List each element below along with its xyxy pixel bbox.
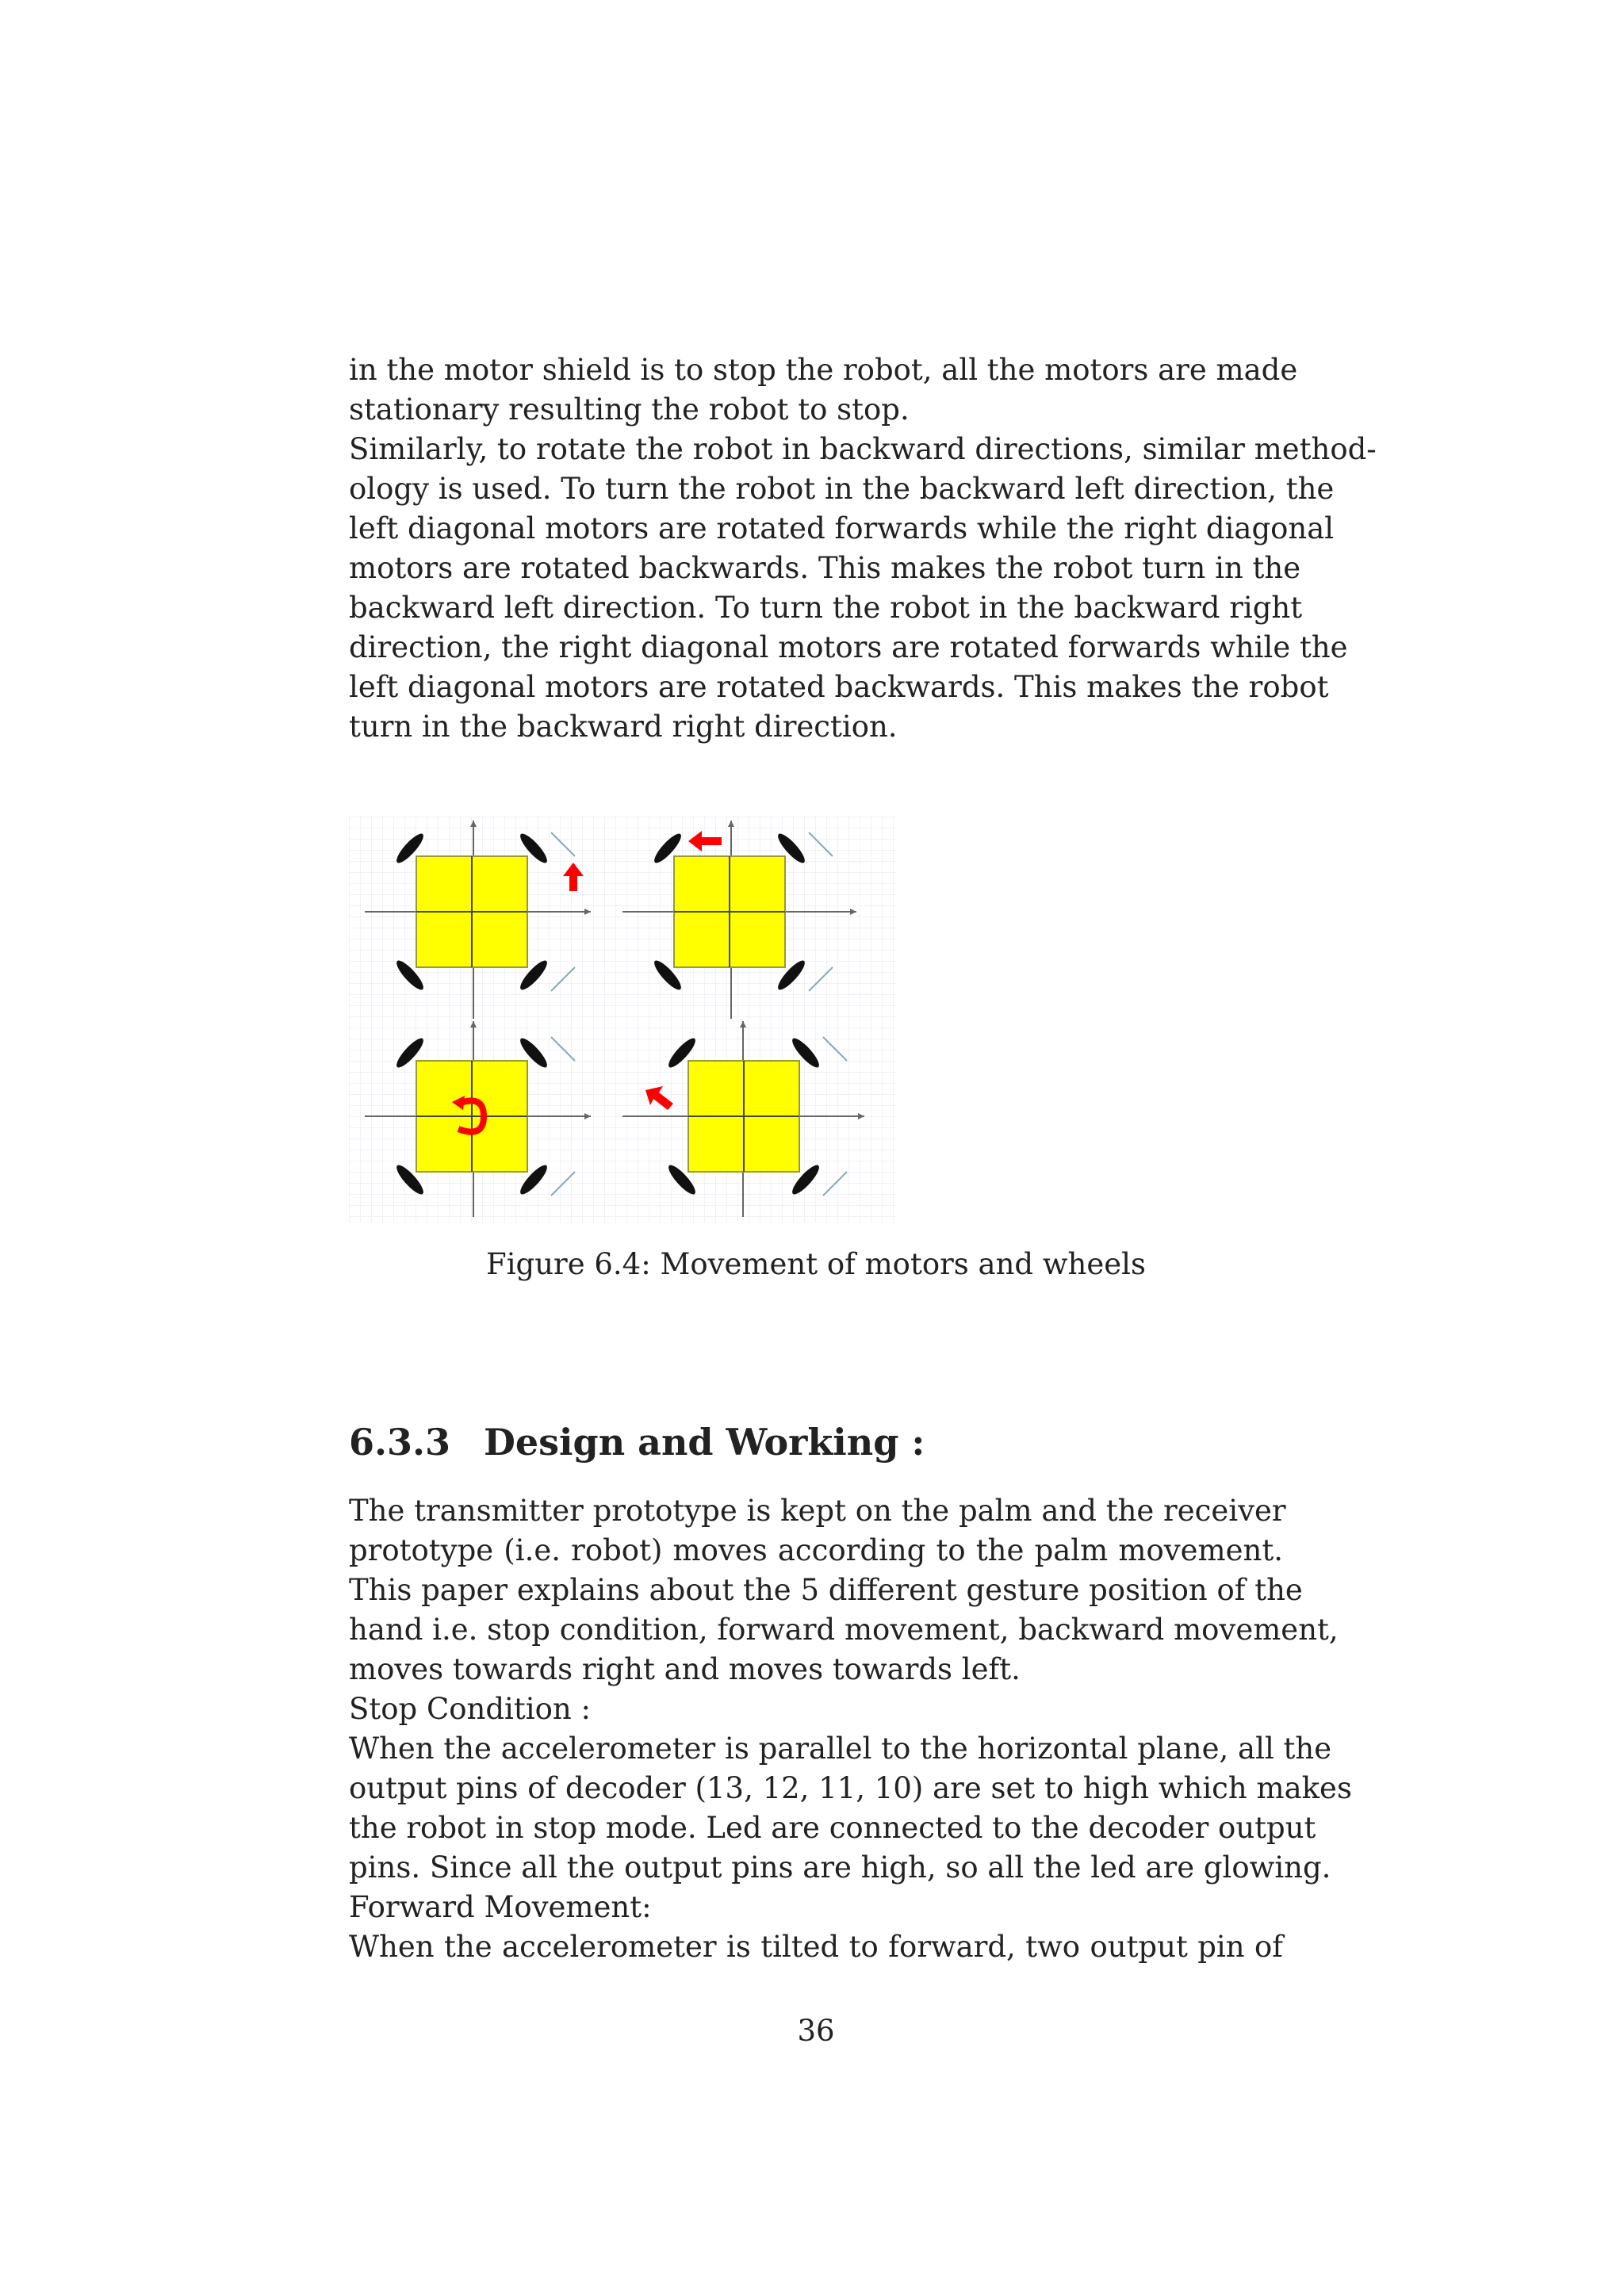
section-heading [349, 1421, 925, 1464]
text-line: the robot in stop mode. Led are connected to the decoder output [349, 1811, 1316, 1845]
text-line: left diagonal motors are rotated forwards while the right diagonal [349, 511, 1335, 545]
subheading-stop-condition: Stop Condition : [349, 1692, 591, 1726]
text-line: moves towards right and moves towards left. [349, 1652, 1021, 1686]
text-line: output pins of decoder (13, 12, 11, 10) are set to high which makes [349, 1771, 1352, 1805]
text-line: When the accelerometer is tilted to forward, two output pin of [349, 1930, 1283, 1964]
text-line: When the accelerometer is parallel to the horizontal plane, all the [349, 1732, 1332, 1766]
text-line: The transmitter prototype is kept on the palm and the receiver [349, 1494, 1286, 1528]
text-line: left diagonal motors are rotated backwards. This makes the robot [349, 670, 1329, 704]
subheading-forward-movement: Forward Movement: [349, 1890, 652, 1924]
text-line: prototype (i.e. robot) moves according to the palm movement. [349, 1533, 1283, 1567]
text-line: motors are rotated backwards. This makes the robot turn in the [349, 551, 1301, 585]
section-number: 6.3.3 [349, 1421, 451, 1464]
section-title: Design and Working : [484, 1421, 925, 1464]
page-number: 36 [797, 2014, 835, 2048]
text-line: This paper explains about the 5 different gesture position of the [349, 1573, 1303, 1607]
text-line: turn in the backward right direction. [349, 710, 898, 744]
figure-illustration [349, 817, 896, 1223]
paragraph-backward-rotation [349, 350, 1377, 747]
text-line: stationary resulting the robot to stop. [349, 392, 910, 427]
text-line: pins. Since all the output pins are high, so all the led are glowing. [349, 1850, 1331, 1885]
text-line: hand i.e. stop condition, forward movement, backward movement, [349, 1613, 1339, 1647]
text-line: direction, the right diagonal motors are rotated forwards while the [349, 630, 1348, 664]
paragraph-design-working [349, 1491, 1352, 1967]
text-line: backward left direction. To turn the robot in the backward right [349, 591, 1303, 625]
text-line: in the motor shield is to stop the robot, all the motors are made [349, 353, 1298, 387]
figure-caption: Figure 6.4: Movement of motors and wheels [486, 1247, 1146, 1281]
figure-motor-movement [349, 817, 896, 1223]
text-line: ology is used. To turn the robot in the backward left direction, the [349, 472, 1335, 506]
text-line: Similarly, to rotate the robot in backward directions, similar method- [349, 432, 1377, 466]
